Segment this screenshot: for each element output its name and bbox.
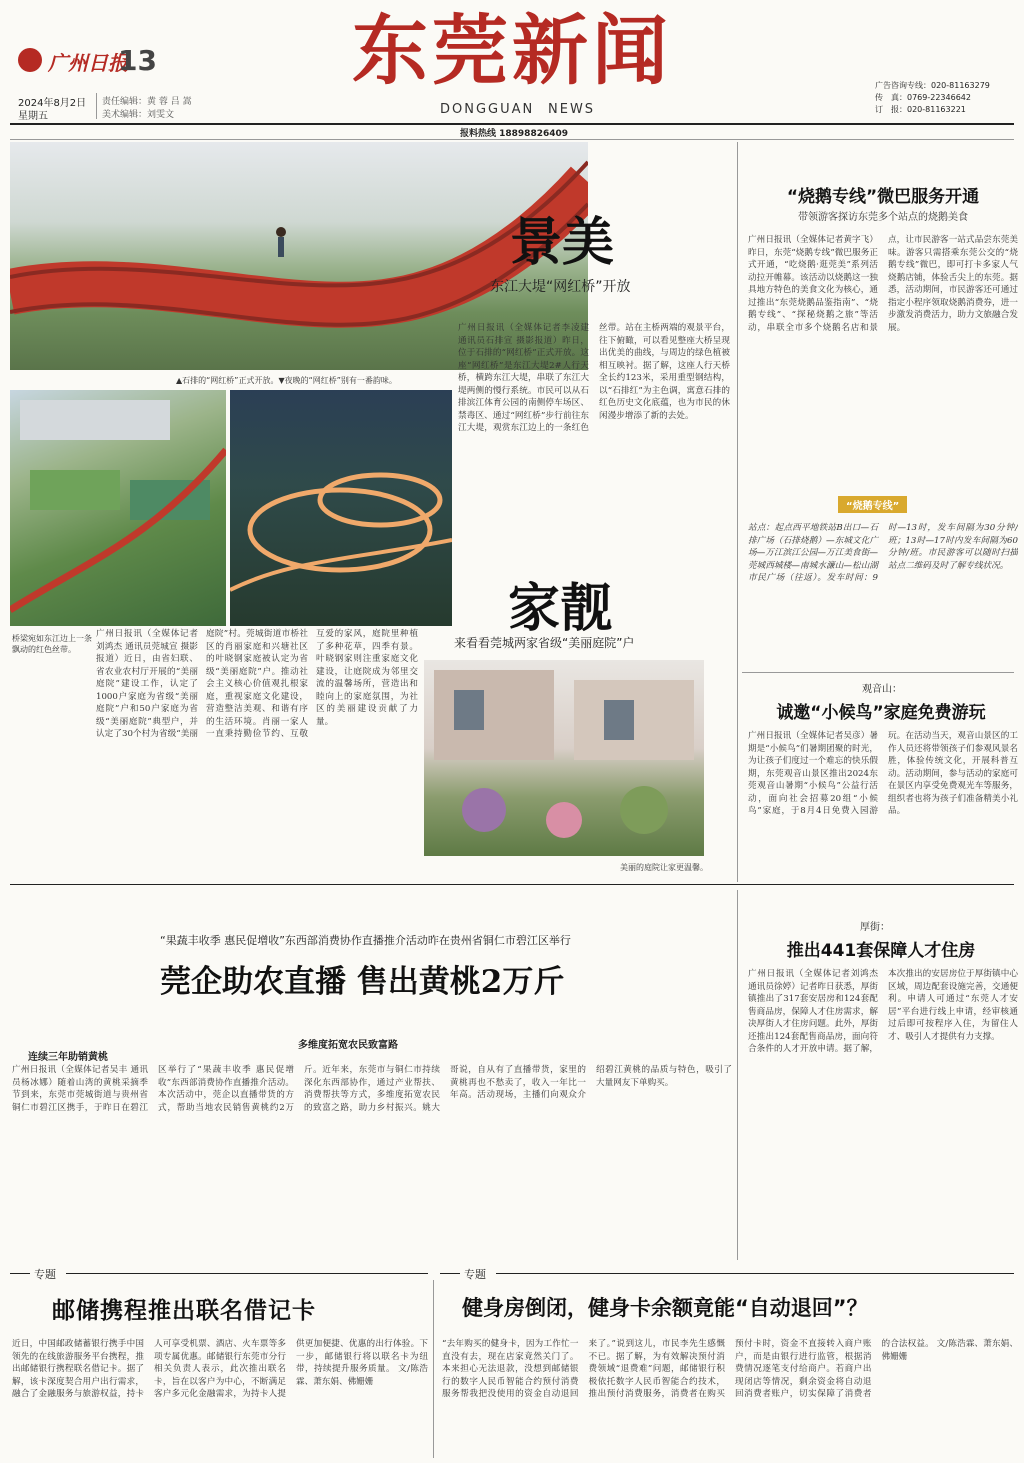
courtyard-caption: 美丽的庭院让家更温馨。 <box>620 863 708 872</box>
housing-headline: 推出441套保障人才住房 <box>786 941 976 961</box>
postal-tag: 专题 <box>34 1268 56 1281</box>
courtyard-headline: 来看看莞城两家省级“美丽庭院”户 <box>454 636 635 650</box>
paper-logo <box>18 48 42 72</box>
housing-kicker: 厚街： <box>860 922 890 933</box>
postal-body: 近日，中国邮政储蓄银行携手中国领先的在线旅游服务平台携程，推出邮储银行携程联名借记卡。据了解，该卡深度契合用户出行需求，融合了金融服务与旅游权益，持卡人可享受机票、酒店、火车票等多项专属优惠。邮储银行东莞市分行相关负责人表示，此次推出联名卡，旨在以客户为中心，不断满足客户多元化金融需求，为持卡人提供更加便捷、优惠的出行体验。下一步，邮储银行将以联名卡为纽带，持续提升服务质量。 文/陈浩霖、萧东娟、佛姗姗 <box>12 1339 428 1399</box>
scenic-kicker: 景美 <box>510 212 615 273</box>
issue-weekday: 星期五 <box>18 111 48 122</box>
peach-subhead-2: 多维度拓宽农民致富路 <box>298 1040 398 1051</box>
bbq-headline: “烧鹅专线”微巴服务开通 <box>786 187 980 207</box>
bbq-tag: “烧鹅专线” <box>838 496 907 513</box>
bridge-caption-side: 桥梁宛如东江边上一条飘动的红色丝带。 <box>12 634 92 654</box>
peach-headline: 莞企助农直播 售出黄桃2万斤 <box>160 964 565 1000</box>
bridge-photo-night <box>230 390 452 626</box>
postal-headline: 邮储携程推出联名借记卡 <box>52 1298 316 1324</box>
gym-body: “去年购买的健身卡，因为工作忙一直没有去，现在店家竟然关门了。本来担心无法退款，没想到邮储银行的数字人民币智能合约预付消费服务帮我把没使用的资金自动退回来了。”说到这儿，市民李先生感慨不已。据了解，为有效解决预付消费领域“退费难”问题，邮储银行积极依托数字人民币智能合约技术，推出预付消费服务，消费者在购买预付卡时，资金不直接转入商户账户，而是由银行进行监管，根据消费情况逐笔支付给商户。若商户出现闭店等情况，剩余资金将自动退回消费者账户，切实保障了消费者的合法权益。 文/陈浩霖、萧东娟、佛姗姗 <box>442 1339 1018 1399</box>
bbq-route: 站点：起点西平地铁站B出口—石排广场（石排烧鹅）—东城文化广场—万江滨江公园—万江美食街—莞城西城楼—南城水濂山—松山湖市民广场（往返）。发车时间：9时—13时，发车间隔为30分钟/班；13时—17时内发车间隔为60分钟/班。市民游客可以随时扫描站点二维码及时了解专线状况。 <box>748 523 1018 583</box>
peach-subhead-1: 连续三年助销黄桃 <box>28 1052 108 1063</box>
courtyard-photo <box>424 660 704 856</box>
peach-pre-headline: “果蔬丰收季 惠民促增收”东西部消费协作直播推介活动昨在贵州省铜仁市碧江区举行 <box>160 934 571 947</box>
page-number: 13 <box>118 44 157 77</box>
bridge-photo-aerial <box>10 390 226 626</box>
courtyard-body: 广州日报讯（全媒体记者刘鸿杰 通讯员莞城宣 摄影报道）近日，由省妇联、省农业农村厅开展的“美丽庭院”建设工作，认定了1000户家庭为省级“美丽庭院”户和50户家庭为省级“美丽庭院”典型户，并认定了30个村为省级“美丽庭院”村。莞城街道市桥社区的肖丽家庭和兴塘社区的叶晓钢家庭被认定为省级“美丽庭院”户。推动社会主义核心价值观扎根家庭，重视家庭文化建设，营造整洁美观、和谐有序的生活环境。肖丽一家人一直秉持勤俭节约、互敬互爱的家风，庭院里种植了多种花草，四季有景。叶晓钢家则注重家庭文化建设，让庭院成为邻里交流的温馨场所，营造出和睦向上的家庭氛围，为社区的美丽建设贡献了力量。 <box>96 629 418 739</box>
scenic-headline: 东江大堤“网红桥”开放 <box>490 279 631 295</box>
hotline: 报料热线 18898826409 <box>460 129 569 139</box>
art-editor: 美术编辑：刘雯文 <box>102 110 175 120</box>
bbq-subhead: 带领游客探访东莞多个站点的烧鹅美食 <box>798 212 968 223</box>
gym-headline: 健身房倒闭，健身卡余额竟能“自动退回”？ <box>462 1296 868 1320</box>
bbq-body: 广州日报讯（全媒体记者黄字飞）昨日，东莞“烧鹅专线”微巴服务正式开通，“吃烧鹅·逛莞美”系列活动拉开帷幕。该活动以烧鹅这一独具地方特色的美食文化为核心，通过推出“东莞烧鹅品鉴指南”、“烧鹅专线”、“探秘烧鹅之旅”等活动，串联全市多个烧鹅名店和景点，让市民游客一站式品尝东莞美味。游客只需搭乘东莞公交的“烧鹅专线”微巴，即可打卡多家人气烧鹅店铺，体验舌尖上的东莞。据悉，活动期间，市民游客还可通过指定小程序领取烧鹅消费券，进一步激发消费活力，助力文旅融合发展。 <box>748 235 1018 333</box>
birds-headline: 诚邀“小候鸟”家庭免费游玩 <box>776 703 986 723</box>
issue-date: 2024年8月2日 <box>18 98 87 109</box>
section-title: 东莞新闻 <box>352 6 672 95</box>
birds-body: 广州日报讯（全媒体记者吴彦）暑期是“小候鸟”们暑期团聚的时光，为让孩子们度过一个难忘的快乐假期，东莞观音山景区推出2024东莞观音山暑期“小候鸟”公益行活动，面向社会招募20组“小候鸟”家庭，于8月4日免费入园游玩。在活动当天，观音山景区的工作人员还将带领孩子们参观风景名胜，体验传统文化，开展科普互动。活动期间，参与活动的家庭可在景区内享受免费观光车等服务，组织者也将为孩子们准备精美小礼品。 <box>748 731 1018 816</box>
masthead <box>0 0 1024 140</box>
courtyard-kicker: 家靓 <box>508 578 613 639</box>
scenic-body: 广州日报讯（全媒体记者李凌建 通讯员石排宣 摄影报道）昨日，位于石排的“网红桥”正式开放。这座“网红桥”是东江大堤2#人行天桥，横跨东江大堤，串联了东江大堤两侧的慢行系统。市民可以从石排滨江体育公园的南侧停车场区、禁毒区、通过“网红桥”步行前往东江大堤，观赏东江边上的一条红色丝带。站在主桥两端的观景平台，往下俯瞰，可以看见整座大桥呈现出优美的曲线，与周边的绿色植被相互映衬。据了解，这座人行天桥全长约123米，采用重型钢结构，以“石排红”为主色调，寓意石排的红色历史文化底蕴，也为市民的休闲漫步增添了新的去处。 <box>458 323 730 433</box>
peach-body: 广州日报讯（全媒体记者吴丰 通讯员杨冰娜）随着山湾的黄桃采摘季节到来，东莞市莞城街道与贵州省铜仁市碧江区携手，于昨日在碧江区举行了“果蔬丰收季 惠民促增收”东西部消费协作直播推介活动。本次活动中，莞企以直播带货的方式，帮助当地农民销售黄桃约2万斤。近年来，东莞市与铜仁市持续深化东西部协作，通过产业帮扶、消费帮扶等方式，多维度拓宽农民的致富之路，助力乡村振兴。姚大哥说，自从有了直播带货，家里的黄桃再也不愁卖了，收入一年比一年高。活动现场，主播们向观众介绍碧江黄桃的品质与特色，吸引了大量网友下单购买。 <box>12 1065 732 1113</box>
housing-body: 广州日报讯（全媒体记者刘鸿杰 通讯员徐婷）记者昨日获悉，厚街镇推出了317套安居房和124套配售商品房，保障人才住房需求，解决厚街人才住房问题。此外，厚街还推出124套配售商品房，面向符合条件的人才开放申请。据了解，本次推出的安居房位于厚街镇中心区域，周边配套设施完善，交通便利。申请人可通过“东莞人才安居”平台进行线上申请，经审核通过后即可按程序入住，为留住人才、吸引人才提供有力支撑。 <box>748 969 1018 1054</box>
paper-name: 广州日报 <box>48 51 128 75</box>
editors: 责任编辑：黄 蓉 吕 嵩 <box>102 97 192 107</box>
section-en: NEWS <box>548 102 596 117</box>
section-pinyin: DONGGUAN <box>440 102 535 117</box>
birds-kicker: 观音山： <box>862 684 902 695</box>
gym-tag: 专题 <box>464 1268 486 1281</box>
bridge-caption-top: ▲石排的“网红桥”正式开放。▼夜晚的“网红桥”别有一番韵味。 <box>176 376 397 385</box>
ad-contact: 广告咨询专线：020-81163279 传 真：0769-22346642 订 报：020-81163221 <box>875 81 990 114</box>
